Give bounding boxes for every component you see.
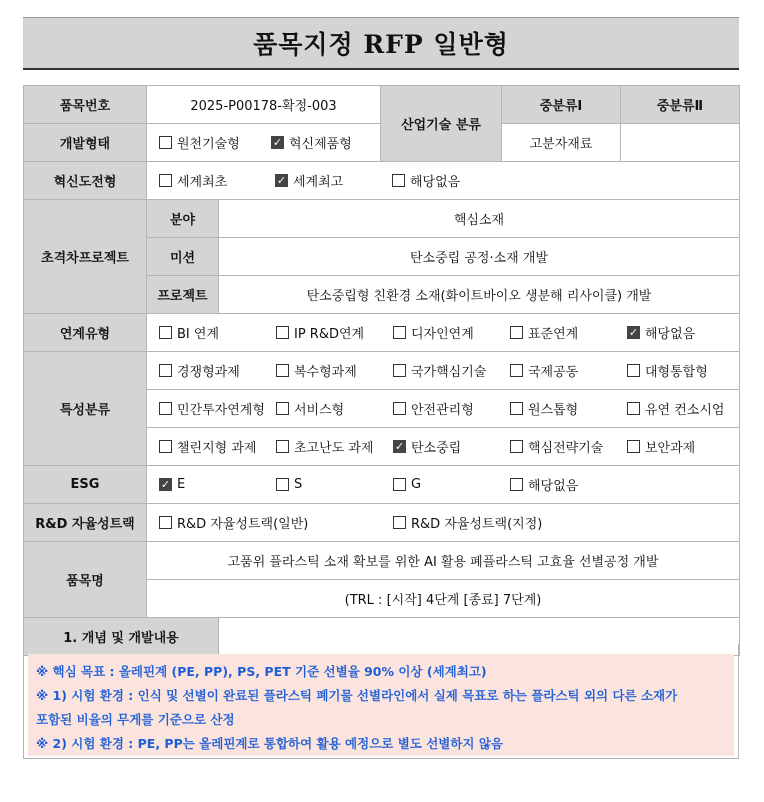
note-line-3: 포함된 비율의 무게를 기준으로 산정: [36, 712, 235, 727]
section-1-heading: 1. 개념 및 개발내용: [24, 618, 219, 656]
project-value: 탄소중립형 친환경 소재(화이트바이오 생분해 리사이클) 개발: [219, 276, 740, 314]
option-label: S: [294, 477, 303, 492]
option-special-row2-0[interactable]: [159, 399, 276, 418]
option-esg-1[interactable]: [276, 477, 393, 492]
checkbox-empty-icon[interactable]: [276, 364, 289, 377]
item-name-label: 품목명: [24, 542, 147, 618]
checkbox-checked-icon[interactable]: ✓: [160, 478, 171, 491]
mission-value: 탄소중립 공정·소재 개발: [219, 238, 740, 276]
special-class-row-2: [147, 390, 740, 428]
checkbox-empty-icon[interactable]: [510, 364, 523, 377]
checkbox-empty-icon[interactable]: [627, 364, 640, 377]
checkbox-empty-icon[interactable]: [627, 402, 640, 415]
item-no-label: 품목번호: [24, 86, 147, 124]
checkbox-empty-icon[interactable]: [510, 440, 523, 453]
rnd-track-label: R&D 자율성트랙: [24, 504, 147, 542]
option-label: 유연 컨소시엄: [645, 403, 725, 418]
note-line-4: ※ 2) 시험 환경 : PE, PP는 올레핀계로 통합하여 활용 예정으로 별도 선별하지 않음: [36, 736, 504, 751]
checkbox-empty-icon[interactable]: [392, 174, 405, 187]
checkbox-empty-icon[interactable]: [276, 478, 289, 491]
special-class-row-3: [147, 428, 740, 466]
dev-type-label: 개발형태: [24, 124, 147, 162]
checkbox-empty-icon[interactable]: [276, 440, 289, 453]
esg-options: [147, 466, 740, 504]
option-label: 보안과제: [645, 441, 696, 456]
rnd-track-options: [147, 504, 740, 542]
special-class-label: 특성분류: [24, 352, 147, 466]
option-link-type-4[interactable]: [627, 323, 737, 342]
checkbox-empty-icon[interactable]: [393, 326, 406, 339]
checkbox-empty-icon[interactable]: [159, 402, 172, 415]
super-gap-label: 초격차프로젝트: [24, 200, 147, 314]
option-link-type-3[interactable]: [510, 323, 627, 342]
option-label: 핵심전략기술: [528, 441, 604, 456]
option-dev-type-0[interactable]: [159, 133, 271, 152]
mid-cat-2-value: [621, 124, 740, 162]
project-label: 프로젝트: [147, 276, 219, 314]
checkbox-empty-icon[interactable]: [276, 326, 289, 339]
option-dev-type-1[interactable]: [271, 133, 380, 152]
checkbox-empty-icon[interactable]: [276, 402, 289, 415]
mid-cat-1-label: 중분류Ⅰ: [502, 86, 621, 124]
mission-label: 미션: [147, 238, 219, 276]
option-label: 디자인연계: [411, 327, 474, 342]
option-label: 민간투자연계형: [177, 403, 265, 418]
option-label: 탄소중립: [411, 441, 462, 456]
checkbox-checked-icon[interactable]: ✓: [394, 440, 405, 453]
option-innovation-type-2[interactable]: [392, 171, 502, 190]
link-type-options: [147, 314, 740, 352]
checkbox-empty-icon[interactable]: [159, 364, 172, 377]
option-link-type-1[interactable]: [276, 323, 393, 342]
option-label: 해당없음: [645, 327, 696, 342]
option-special-row2-4[interactable]: [627, 399, 737, 418]
checkbox-checked-icon[interactable]: ✓: [276, 174, 287, 187]
checkbox-checked-icon[interactable]: ✓: [272, 136, 283, 149]
item-name-line-2: (TRL : [시작] 4단계 [종료] 7단계): [147, 580, 740, 618]
option-esg-3[interactable]: [510, 475, 620, 494]
option-rnd-track-1[interactable]: [393, 513, 593, 532]
option-special-row3-2[interactable]: [393, 437, 510, 456]
industry-tech-label: 산업기술 분류: [381, 86, 502, 162]
note-line-1: ※ 핵심 목표 : 올레핀계 (PE, PP), PS, PET 기준 선별율 90% 이상 (세계최고): [36, 664, 487, 679]
option-special-row2-3[interactable]: [510, 399, 627, 418]
checkbox-empty-icon[interactable]: [510, 326, 523, 339]
option-special-row2-2[interactable]: [393, 399, 510, 418]
option-special-row1-0[interactable]: [159, 361, 276, 380]
item-no-value: 2025-P00178-확정-003: [147, 86, 381, 124]
option-special-row1-3[interactable]: [510, 361, 627, 380]
checkbox-empty-icon[interactable]: [393, 364, 406, 377]
note-line-2: ※ 1) 시험 환경 : 인식 및 선별이 완료된 플라스틱 폐기물 선별라인에서 실제 목표로 하는 플라스틱 외의 다른 소재가: [36, 688, 678, 703]
option-label: IP R&D연계: [294, 327, 365, 342]
option-label: E: [177, 477, 186, 492]
checkbox-empty-icon[interactable]: [510, 478, 523, 491]
checkbox-empty-icon[interactable]: [393, 478, 406, 491]
checkbox-empty-icon[interactable]: [627, 440, 640, 453]
checkbox-empty-icon[interactable]: [159, 516, 172, 529]
option-label: 원스톱형: [528, 403, 579, 418]
option-label: 챌린지형 과제: [177, 441, 257, 456]
option-label: R&D 자율성트랙(일반): [177, 517, 309, 532]
option-esg-2[interactable]: [393, 477, 510, 492]
esg-label: ESG: [24, 466, 147, 504]
option-innovation-type-0[interactable]: [159, 171, 275, 190]
option-label: 초고난도 과제: [294, 441, 374, 456]
option-innovation-type-1[interactable]: [275, 171, 392, 190]
checkbox-empty-icon[interactable]: [159, 326, 172, 339]
checkbox-empty-icon[interactable]: [393, 516, 406, 529]
option-special-row3-4[interactable]: [627, 437, 737, 456]
option-special-row3-3[interactable]: [510, 437, 627, 456]
option-label: R&D 자율성트랙(지정): [411, 517, 543, 532]
option-label: 해당없음: [528, 479, 579, 494]
option-special-row3-0[interactable]: [159, 437, 276, 456]
option-label: 경쟁형과제: [177, 365, 240, 380]
option-label: 혁신제품형: [288, 137, 352, 152]
option-label: 표준연계: [528, 327, 579, 342]
link-type-label: 연계유형: [24, 314, 147, 352]
field-label: 분야: [147, 200, 219, 238]
option-label: 세계최고: [293, 175, 344, 190]
title-bar: [23, 17, 739, 70]
option-label: 국제공동: [528, 365, 579, 380]
option-label: G: [411, 477, 422, 492]
innovation-type-options: [147, 162, 740, 200]
page-title: 품목지정 RFP 일반형: [253, 30, 509, 59]
option-rnd-track-0[interactable]: [159, 513, 393, 532]
option-special-row1-2[interactable]: [393, 361, 510, 380]
dev-type-options: [147, 124, 381, 162]
special-class-row-1: [147, 352, 740, 390]
key-notes-box: [28, 654, 734, 756]
mid-cat-1-value: 고분자재료: [502, 124, 621, 162]
mid-cat-2-label: 중분류Ⅱ: [621, 86, 740, 124]
option-special-row2-1[interactable]: [276, 399, 393, 418]
rfp-form-table: [23, 85, 740, 656]
option-label: 안전관리형: [411, 403, 474, 418]
option-esg-0[interactable]: [159, 477, 276, 492]
checkbox-empty-icon[interactable]: [393, 402, 406, 415]
option-label: 복수형과제: [294, 365, 357, 380]
checkbox-empty-icon[interactable]: [159, 440, 172, 453]
option-label: 원천기술형: [177, 137, 240, 152]
checkbox-checked-icon[interactable]: ✓: [628, 326, 639, 339]
option-special-row1-1[interactable]: [276, 361, 393, 380]
innovation-type-label: 혁신도전형: [24, 162, 147, 200]
option-link-type-2[interactable]: [393, 323, 510, 342]
option-label: 서비스형: [294, 403, 345, 418]
checkbox-empty-icon[interactable]: [159, 174, 172, 187]
option-label: 세계최초: [177, 175, 228, 190]
option-label: 해당없음: [410, 175, 461, 190]
field-value: 핵심소재: [219, 200, 740, 238]
option-label: BI 연계: [177, 327, 220, 342]
option-link-type-0[interactable]: [159, 323, 276, 342]
option-label: 대형통합형: [645, 365, 708, 380]
item-name-line-1: 고품위 플라스틱 소재 확보를 위한 AI 활용 폐플라스틱 고효율 선별공정 개발: [147, 542, 740, 580]
checkbox-empty-icon[interactable]: [159, 136, 172, 149]
checkbox-empty-icon[interactable]: [510, 402, 523, 415]
option-special-row1-4[interactable]: [627, 361, 737, 380]
option-label: 국가핵심기술: [411, 365, 487, 380]
option-special-row3-1[interactable]: [276, 437, 393, 456]
